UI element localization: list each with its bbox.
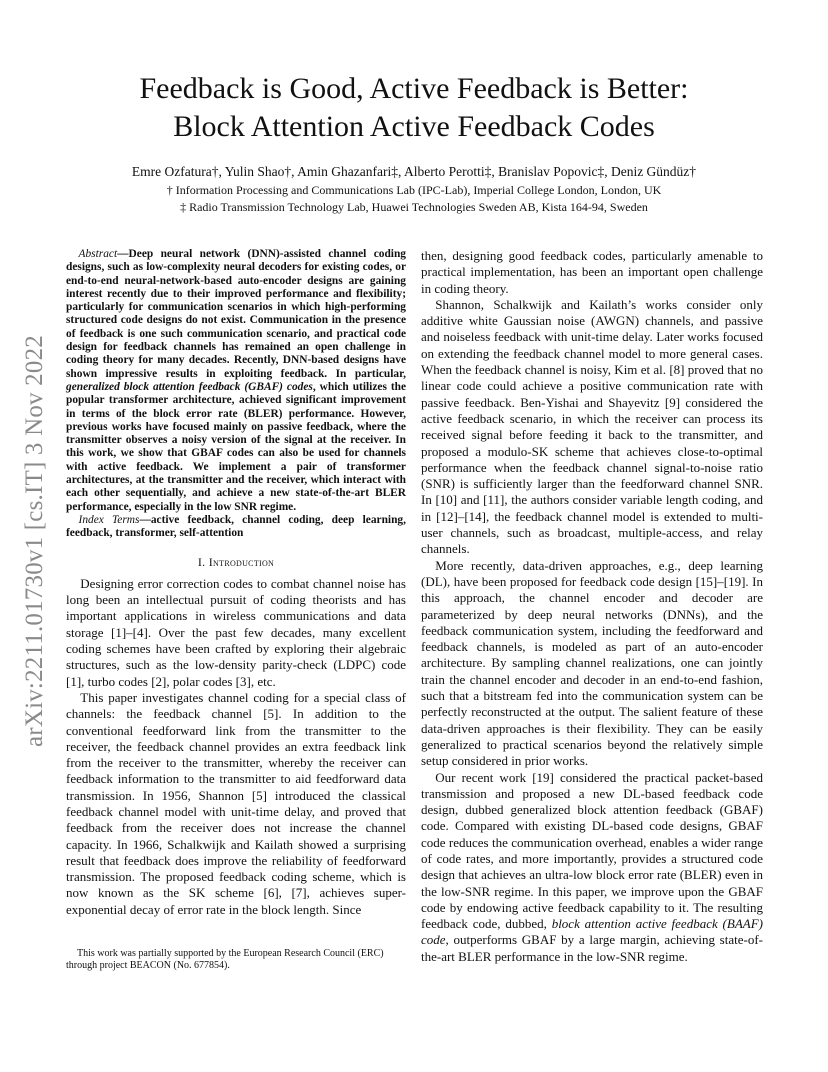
abstract — [66, 248, 406, 514]
title-line-2: Block Attention Active Feedback Codes — [173, 110, 655, 143]
author-list: Emre Ozfatura†, Yulin Shao†, Amin Ghazanfari‡, Alberto Perotti‡, Branislav Popovic‡, Deniz Gündüz† — [131, 164, 697, 179]
right-paragraph-2: Shannon, Schalkwijk and Kailath’s works consider only additive white Gaussian noise (AWGN) channels, and passive and noiseless feedback with unit-time delay. Later works focused on extending the feedback channel model to more general cases. When the feedback channel is noisy, Kim et al. [8] proved that no linear code could achieve a positive communication rate with passive feedback. Ben-Yishai and Shayevitz [9] considered the active feedback scenario, in which the receiver can process its received signal before feeding it back to the transmitter, and proposed a modulo-SK scheme that achieves close-to-optimal performance when the feedback channel signal-to-noise ratio (SNR) is sufficiently larger than the feedforward channel SNR. In [10] and [11], the authors consider variable length coding, and in [12]–[14], the feedback channel model is extended to multi-user channels, such as broadcast, multiple-access, and relay channels. — [421, 296, 763, 557]
arxiv-identifier-sidebar — [10, 296, 60, 786]
index-terms-text: —active feedback, channel coding, deep learning, feedback, transformer, self-attention — [66, 513, 406, 540]
footnote-line-1: This work was partially supported by the European Research Council (ERC) — [77, 948, 384, 959]
footnote — [66, 948, 406, 972]
abstract-emphasis: generalized block attention feedback (GBAF) codes — [66, 380, 313, 393]
right-column — [421, 248, 763, 965]
right-paragraph-1: then, designing good feedback codes, particularly amenable to practical implementation, has been an important open challenge in coding theory. — [421, 248, 763, 296]
title-line-1: Feedback is Good, Active Feedback is Better: — [139, 72, 689, 105]
section-heading-introduction — [66, 554, 406, 570]
right-paragraph-4-emphasis: block attention active feedback (BAAF) code — [421, 916, 763, 948]
abstract-label: Abstract — [78, 248, 118, 260]
footnote-line-2: through project BEACON (No. 677854). — [66, 960, 230, 971]
abstract-text-2: , which utilizes the popular transformer architecture, achieved significant improvement in terms of the block error rate (BLER) performance. However, previous works have focused mainly on passive feedback, where the transmitter observes a noisy version of the signal at the receiver. In this work, we show that GBAF codes can also be used for channels with active feedback. We implement a pair of transformer architectures, at the transmitter and the receiver, which interact with each other sequentially, and achieve a new state-of-the-art BLER performance, especially in the low SNR regime. — [66, 380, 406, 513]
intro-paragraph-2: This paper investigates channel coding for a special class of channels: the feedback channel [5]. In addition to the conventional feedforward link from the transmitter to the receiver, the feedback channel provides an extra feedback link from the receiver to the transmitter, whereby the receiver can feedback information to the transmitter to aid feedforward data transmission. In 1956, Shannon [5] introduced the classical feedback channel model with unit-time delay, and proved that feedback from the receiver does not increase the channel capacity. In 1966, Schalkwijk and Kailath showed a surprising result that feedback does improve the reliability of feedforward transmission. The proposed feedback coding scheme, which is now known as the SK scheme [6], [7], achieves super-exponential decay of error rate in the block length. Since — [66, 689, 406, 917]
intro-paragraph-1: Designing error correction codes to combat channel noise has long been an intellectual pursuit of coding theorists and has important applications in wireless communications and data storage [1]–[4]. Over the past few decades, many excellent coding schemes have been crafted by exploring their algebraic structures, such as the low-density parity-check (LDPC) code [1], turbo codes [2], polar codes [3], etc. — [66, 575, 406, 689]
index-terms-label: Index Terms — [78, 513, 140, 526]
affiliation-imperial: † Information Processing and Communications Lab (IPC-Lab), Imperial College London, London, UK — [166, 183, 662, 197]
right-paragraph-4-text-2: , outperforms GBAF by a large margin, achieving state-of-the-art BLER performance in the low-SNR regime. — [421, 932, 763, 964]
index-terms — [66, 514, 406, 541]
abstract-text-1: —Deep neural network (DNN)-assisted channel coding designs, such as low-complexity neural decoders for existing codes, or end-to-end neural-network-based auto-encoder designs are gaining interest recently due to their improved performance and flexibility; particularly for communication scenarios in which high-performing structured code designs do not exist. Communication in the presence of feedback is one such communication scenario, and practical code design for feedback channels has remained an open challenge in coding theory for many decades. Recently, DNN-based designs have shown impressive results in exploiting feedback. In particular, — [66, 248, 406, 380]
section-heading-text: I. Introduction — [197, 554, 275, 569]
left-column — [66, 248, 406, 918]
paper-title — [60, 70, 768, 146]
arxiv-identifier: arXiv:2211.01730v1 [cs.IT] 3 Nov 2022 — [21, 335, 48, 747]
affiliation-huawei: ‡ Radio Transmission Technology Lab, Huawei Technologies Sweden AB, Kista 164-94, Sweden — [180, 200, 648, 214]
right-paragraph-4 — [421, 770, 763, 966]
right-paragraph-3: More recently, data-driven approaches, e.g., deep learning (DL), have been proposed for feedback code design [15]–[19]. In this approach, the channel encoder and decoder are parameterized by deep neural networks (DNNs), and the feedback communication system, including the feedforward and feedback channels, is modeled as part of an auto-encoder architecture. By sampling channel realizations, one can jointly train the channel encoder and decoder in an end-to-end fashion, such that a bitstream fed into the communication system can be perfectly reconstructed at the output. The salient feature of these data-driven approaches is their flexibility. They can be easily generalized to practical scenarios beyond the relatively simple setup considered in prior works. — [421, 557, 763, 769]
right-paragraph-4-text-1: Our recent work [19] considered the practical packet-based transmission and proposed a new DL-based feedback code design, dubbed generalized block attention feedback (GBAF) code. Compared with existing DL-based code designs, GBAF code reduces the communication overhead, enables a wider range of code rates, and more importantly, provides a structured code design that achieves an ultra-low block error rate (BLER) even in the low-SNR regime. In this paper, we improve upon the GBAF code by endowing active feedback capability to it. The resulting feedback code, dubbed, — [421, 769, 763, 932]
